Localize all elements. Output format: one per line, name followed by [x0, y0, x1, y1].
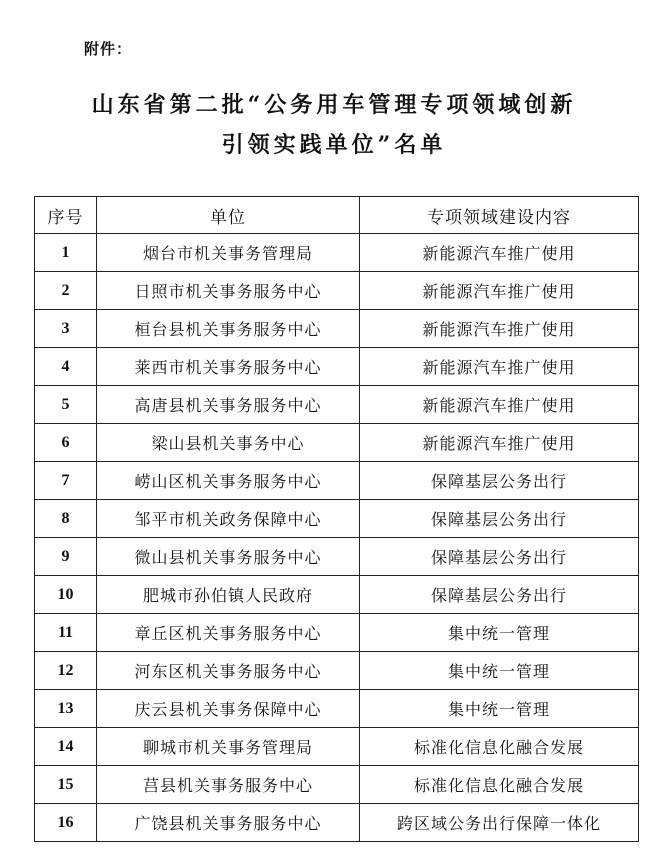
- table-row: [35, 576, 639, 614]
- row-content: 新能源汽车推广使用: [360, 272, 639, 310]
- row-unit-name: 广饶县机关事务服务中心: [97, 804, 360, 842]
- row-unit-name: 邹平市机关政务保障中心: [97, 500, 360, 538]
- row-unit-name: 河东区机关事务服务中心: [97, 652, 360, 690]
- row-serial-number: 14: [35, 728, 97, 766]
- header-unit: 单位: [97, 197, 360, 234]
- row-serial-number: 10: [35, 576, 97, 614]
- row-serial-number: 15: [35, 766, 97, 804]
- document-title-line-1: 山东省第二批“公务用车管理专项领域创新: [91, 92, 577, 118]
- row-serial-number: 9: [35, 538, 97, 576]
- row-unit-name: 庆云县机关事务保障中心: [97, 690, 360, 728]
- row-content: 保障基层公务出行: [360, 538, 639, 576]
- row-unit-name: 章丘区机关事务服务中心: [97, 614, 360, 652]
- header-content: 专项领域建设内容: [360, 197, 639, 234]
- row-content: 集中统一管理: [360, 614, 639, 652]
- row-serial-number: 13: [35, 690, 97, 728]
- row-serial-number: 3: [35, 310, 97, 348]
- table-row: [35, 804, 639, 842]
- table-row: [35, 348, 639, 386]
- unit-list-table: [34, 196, 639, 842]
- row-unit-name: 莒县机关事务服务中心: [97, 766, 360, 804]
- table-row: [35, 766, 639, 804]
- row-content: 新能源汽车推广使用: [360, 348, 639, 386]
- row-serial-number: 4: [35, 348, 97, 386]
- table-row: [35, 614, 639, 652]
- row-unit-name: 微山县机关事务服务中心: [97, 538, 360, 576]
- table-row: [35, 538, 639, 576]
- row-content: 保障基层公务出行: [360, 500, 639, 538]
- table-row: [35, 690, 639, 728]
- row-unit-name: 烟台市机关事务管理局: [97, 234, 360, 272]
- row-unit-name: 日照市机关事务服务中心: [97, 272, 360, 310]
- row-content: 保障基层公务出行: [360, 576, 639, 614]
- table-row: [35, 424, 639, 462]
- row-serial-number: 2: [35, 272, 97, 310]
- row-content: 新能源汽车推广使用: [360, 234, 639, 272]
- row-unit-name: 莱西市机关事务服务中心: [97, 348, 360, 386]
- table-row: [35, 652, 639, 690]
- row-content: 保障基层公务出行: [360, 462, 639, 500]
- table-row: [35, 500, 639, 538]
- row-content: 标准化信息化融合发展: [360, 728, 639, 766]
- row-content: 新能源汽车推广使用: [360, 386, 639, 424]
- row-serial-number: 8: [35, 500, 97, 538]
- row-content: 标准化信息化融合发展: [360, 766, 639, 804]
- row-unit-name: 聊城市机关事务管理局: [97, 728, 360, 766]
- table-row: [35, 310, 639, 348]
- header-serial-number: 序号: [35, 197, 97, 234]
- row-content: 新能源汽车推广使用: [360, 310, 639, 348]
- row-serial-number: 12: [35, 652, 97, 690]
- row-unit-name: 梁山县机关事务中心: [97, 424, 360, 462]
- row-serial-number: 16: [35, 804, 97, 842]
- row-serial-number: 1: [35, 234, 97, 272]
- table-row: [35, 234, 639, 272]
- row-content: 集中统一管理: [360, 690, 639, 728]
- attachment-label: 附件：: [84, 40, 133, 58]
- document-title-line-2: 引领实践单位”名单: [221, 132, 447, 158]
- table-row: [35, 386, 639, 424]
- row-serial-number: 11: [35, 614, 97, 652]
- row-unit-name: 高唐县机关事务服务中心: [97, 386, 360, 424]
- table-row: [35, 272, 639, 310]
- row-content: 新能源汽车推广使用: [360, 424, 639, 462]
- row-serial-number: 6: [35, 424, 97, 462]
- table-header-row: [35, 197, 639, 234]
- row-serial-number: 7: [35, 462, 97, 500]
- row-serial-number: 5: [35, 386, 97, 424]
- row-unit-name: 崂山区机关事务服务中心: [97, 462, 360, 500]
- row-content: 集中统一管理: [360, 652, 639, 690]
- row-unit-name: 桓台县机关事务服务中心: [97, 310, 360, 348]
- table-row: [35, 728, 639, 766]
- row-content: 跨区域公务出行保障一体化: [360, 804, 639, 842]
- table-row: [35, 462, 639, 500]
- row-unit-name: 肥城市孙伯镇人民政府: [97, 576, 360, 614]
